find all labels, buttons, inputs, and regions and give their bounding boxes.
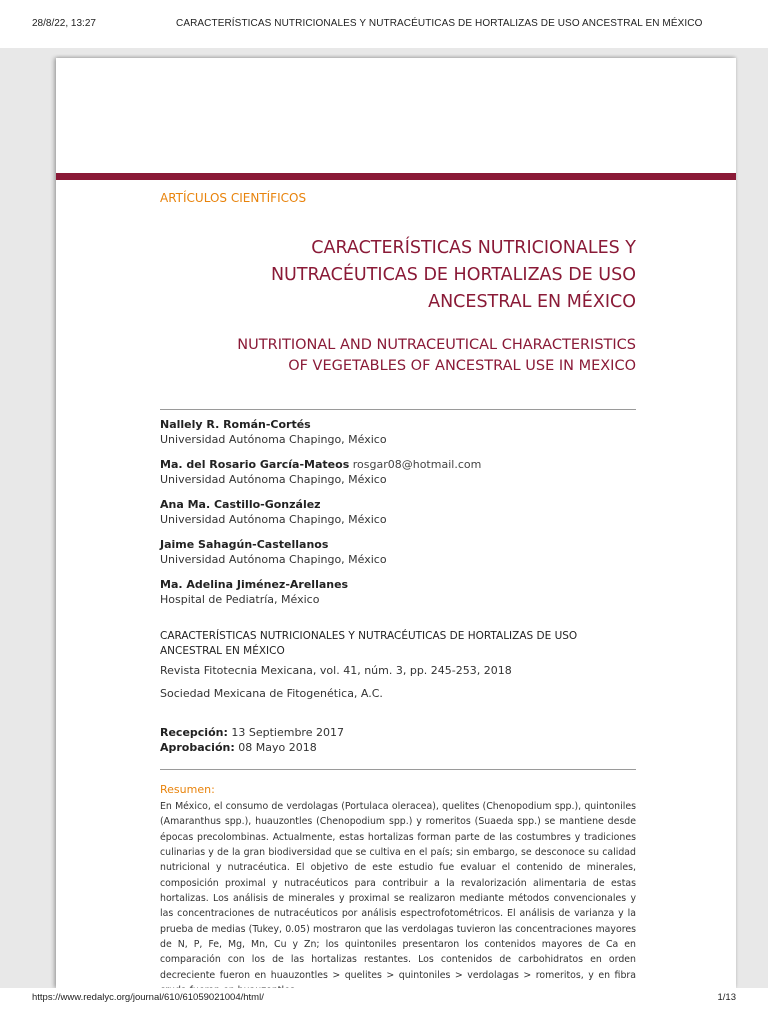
author-block: [160, 497, 387, 527]
received-label: Recepción:: [160, 726, 228, 739]
title-english: NUTRITIONAL AND NUTRACEUTICAL CHARACTERISTICS OF VEGETABLES OF ANCESTRAL USE IN MEXICO: [237, 337, 636, 374]
author-name: Ma. del Rosario García-Mateos: [160, 458, 350, 471]
title-spanish: CARACTERÍSTICAS NUTRICIONALES Y NUTRACÉUTICAS DE HORTALIZAS DE USO ANCESTRAL EN MÉXICO: [270, 238, 636, 312]
print-footer: [0, 988, 768, 1024]
approved-label: Aprobación:: [160, 741, 235, 754]
author-name: Nallely R. Román-Cortés: [160, 418, 311, 431]
author-affiliation: Universidad Autónoma Chapingo, México: [160, 433, 387, 446]
author-email-link[interactable]: rosgar08@hotmail.com: [352, 458, 482, 471]
author-affiliation: Hospital de Pediatría, México: [160, 593, 320, 606]
abstract-heading: Resumen:: [160, 783, 215, 796]
author-block: [160, 417, 387, 447]
reference-society: Sociedad Mexicana de Fitogenética, A.C.: [160, 687, 383, 700]
author-affiliation: Universidad Autónoma Chapingo, México: [160, 473, 387, 486]
author-affiliation: Universidad Autónoma Chapingo, México: [160, 553, 387, 566]
author-name: Ana Ma. Castillo-González: [160, 498, 321, 511]
print-page-number: 1/13: [717, 992, 736, 1003]
divider: [160, 769, 636, 770]
approved-date: [160, 741, 317, 754]
divider: [160, 409, 636, 410]
print-header: [0, 0, 768, 48]
reference-title: CARACTERÍSTICAS NUTRICIONALES Y NUTRACÉUTICAS DE HORTALIZAS DE USO ANCESTRAL EN MÉXICO: [160, 630, 578, 657]
brand-bar: [56, 173, 736, 180]
received-value: 13 Septiembre 2017: [231, 726, 344, 739]
print-url: https://www.redalyc.org/journal/610/61059021004/html/: [32, 992, 264, 1003]
received-date: [160, 726, 344, 739]
author-name: Ma. Adelina Jiménez-Arellanes: [160, 578, 349, 591]
author-block: [160, 457, 481, 487]
approved-value: 08 Mayo 2018: [238, 741, 317, 754]
author-block: [160, 577, 348, 607]
author-affiliation: Universidad Autónoma Chapingo, México: [160, 513, 387, 526]
document-page: [56, 58, 736, 988]
print-datetime: 28/8/22, 13:27: [32, 18, 96, 29]
reference-journal: Revista Fitotecnia Mexicana, vol. 41, núm. 3, pp. 245-253, 2018: [160, 664, 512, 677]
author-name: Jaime Sahagún-Castellanos: [160, 538, 329, 551]
section-label: ARTÍCULOS CIENTÍFICOS: [160, 191, 307, 205]
abstract-text: En México, el consumo de verdolagas (Portulaca oleracea), quelites (Chenopodium spp.), quintoniles (Amaranthus spp.), huauzontles (Chenopodium spp.) y romeritos (Suaeda spp.) se mantiene desde épocas precolombinas. Actualmente, estas hortalizas forman parte de las costumbres y tradiciones culinarias y de la gran biodiversidad que se cultiva en el país; sin embargo, se desconoce su calidad nutricional y nutracéutica. El objetivo de este estudio fue evaluar el contenido de minerales, composición proximal y nutracéuticos para contribuir a la revalorización alimentaria de estas hortalizas. Los análisis de minerales y proximal se realizaron mediante métodos convencionales y las concentraciones de nutracéuticos por análisis espectrofotométricos. El análisis de varianza y la prueba de medias (Tukey, 0.05) mostraron que las verdolagas tuvieron las concentraciones mayores de N, P, Fe, Mg, Mn, Cu y Zn; los quintoniles presentaron los contenidos mayores de Ca en comparación con los de las hortalizas restantes. Los contenidos de carbohidratos en orden decreciente fueron en huauzontles > quelites > quintoniles > verdolagas > romeritos, y en fibra: [160, 801, 636, 981]
print-title: CARACTERÍSTICAS NUTRICIONALES Y NUTRACÉUTICAS DE HORTALIZAS DE USO ANCESTRAL EN MÉXICO: [176, 18, 703, 29]
author-block: [160, 537, 387, 567]
